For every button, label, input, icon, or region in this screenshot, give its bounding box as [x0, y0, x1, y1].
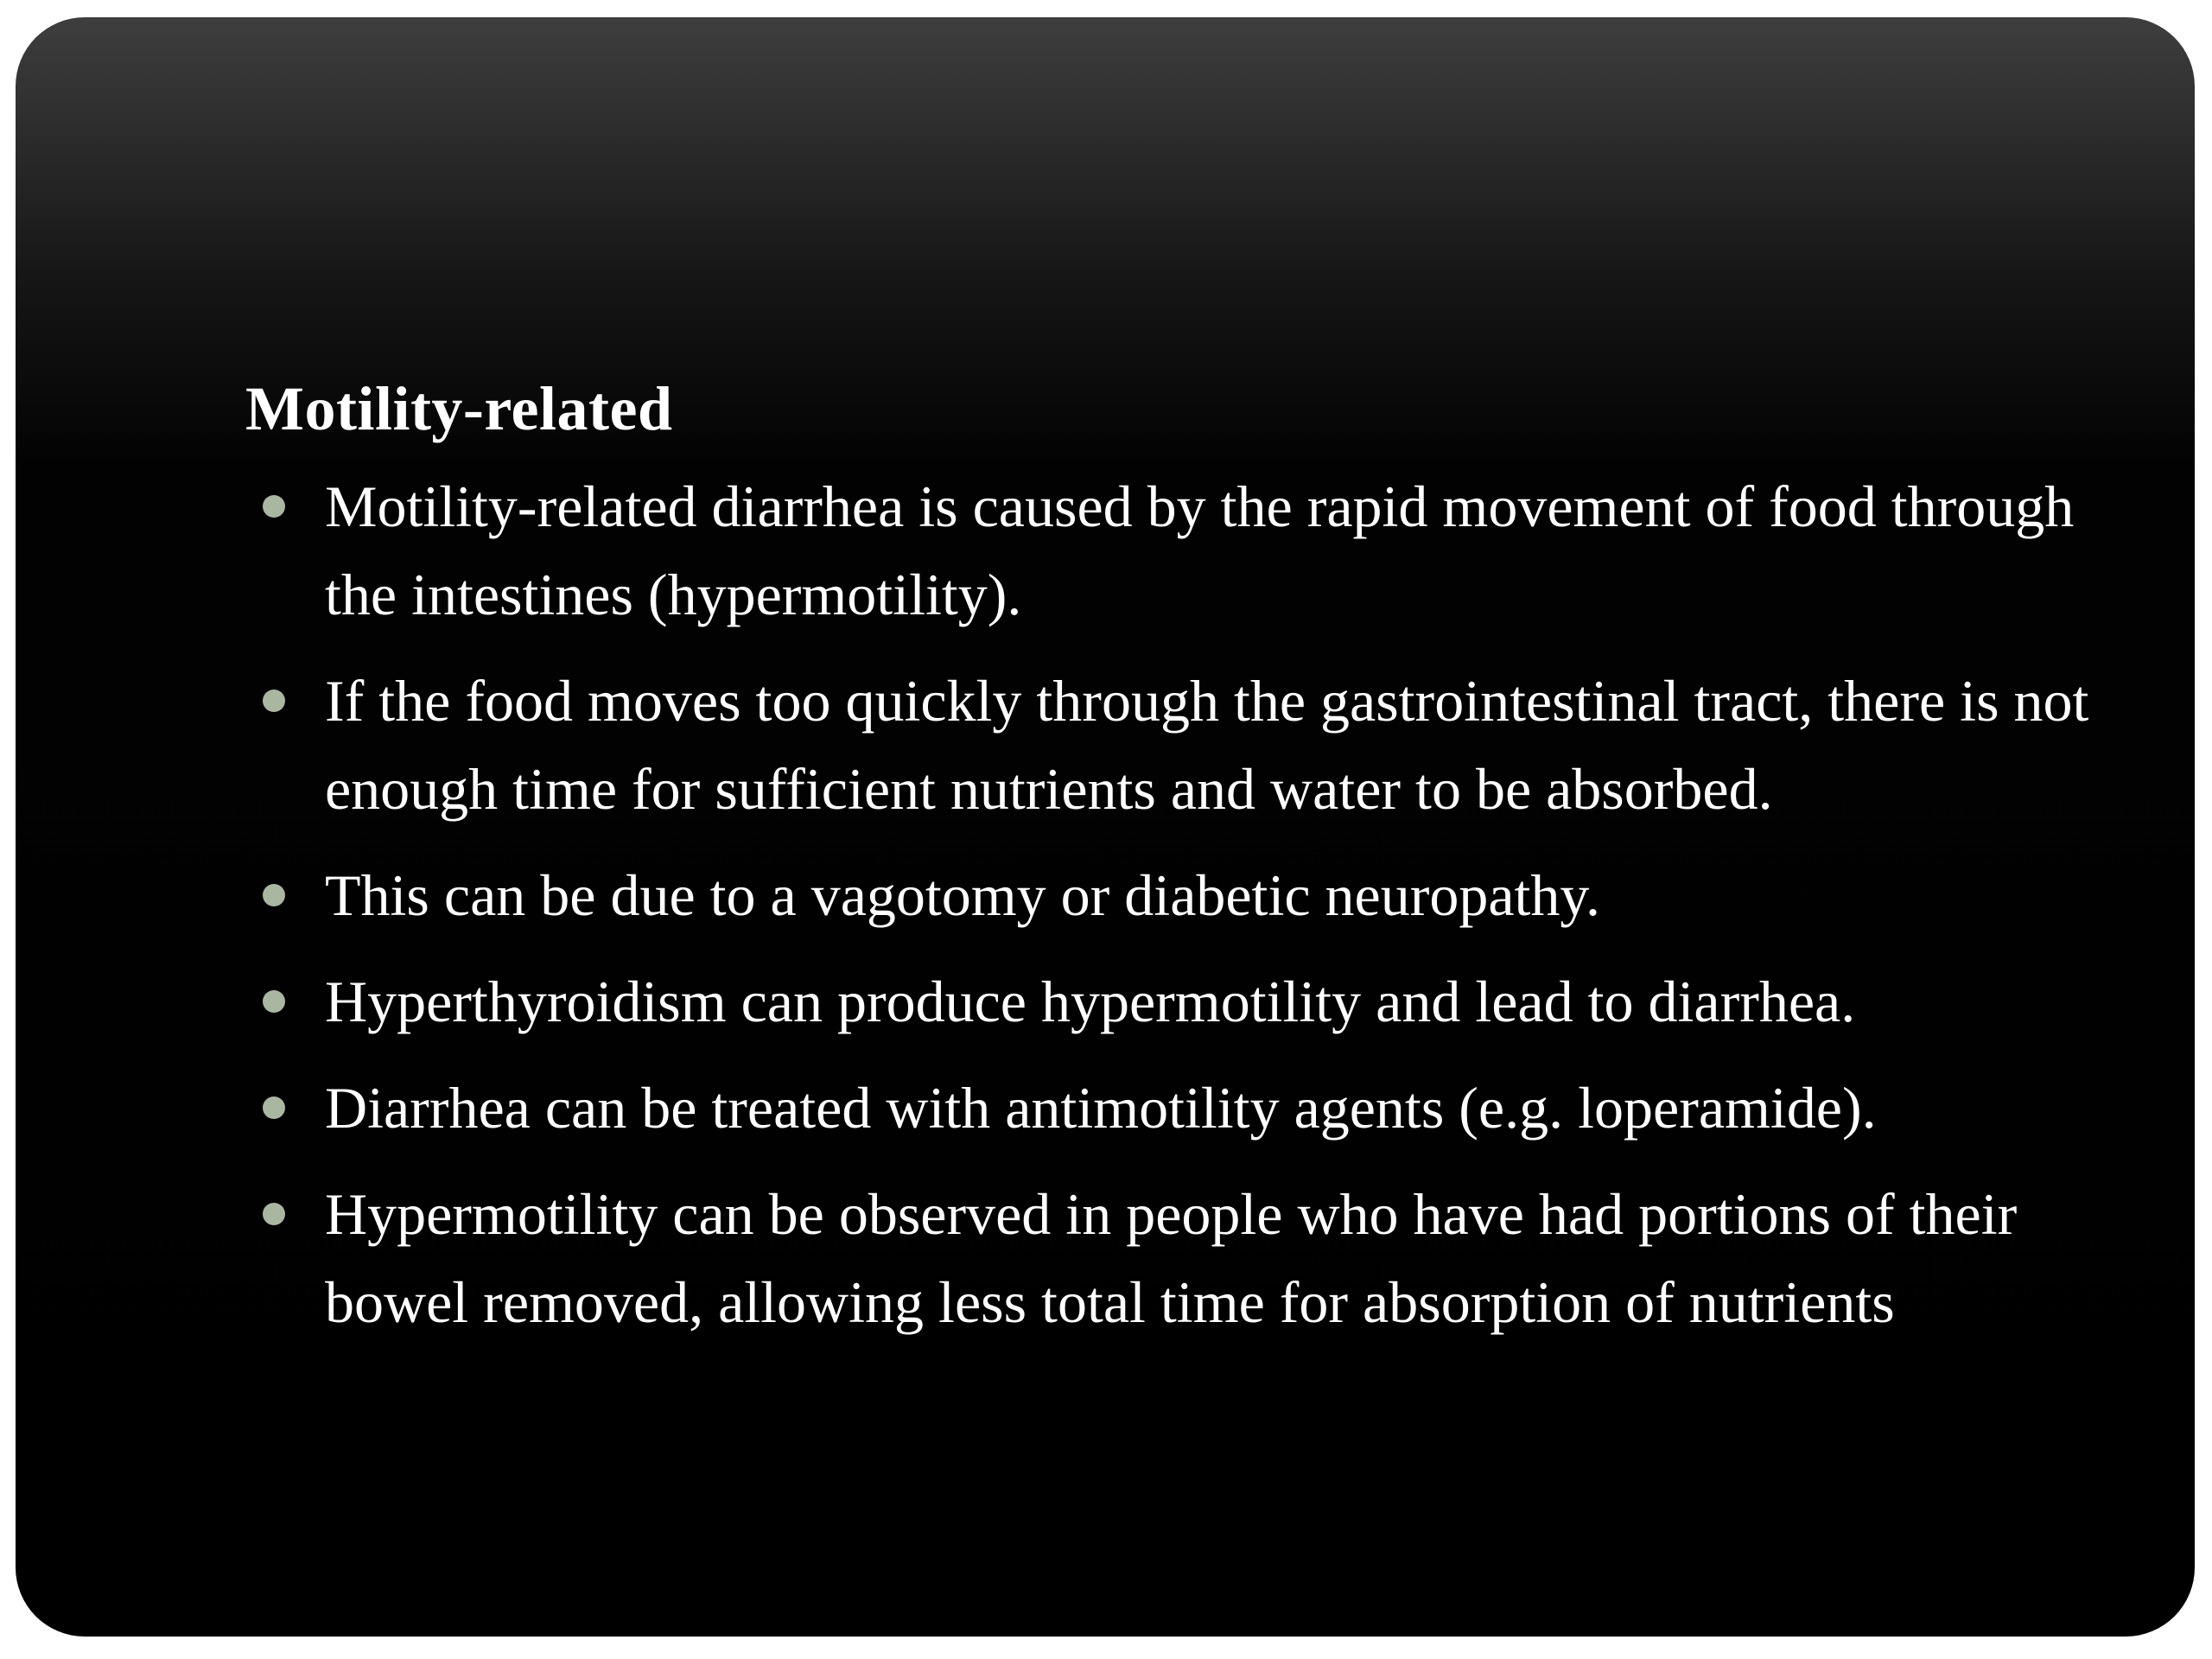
- bullet-text: This can be due to a vagotomy or diabetic neuropathy.: [325, 862, 1601, 928]
- slide: [16, 17, 2195, 1637]
- slide-content: [245, 367, 2103, 1364]
- bullet-dot-icon: [263, 495, 285, 518]
- bullet-text: Hypermotility can be observed in people who have had portions of their bowel removed, allowing less total time for absorption of nutrients: [325, 1181, 2018, 1335]
- bullet-item: [245, 851, 2103, 939]
- bullet-item: [245, 1170, 2103, 1346]
- bullet-item: [245, 462, 2103, 639]
- bullet-dot-icon: [263, 990, 285, 1013]
- bullet-list: [245, 462, 2103, 1346]
- bullet-item: [245, 957, 2103, 1046]
- slide-heading: Motility-related: [245, 374, 673, 443]
- bullet-text: Diarrhea can be treated with antimotility agents (e.g. loperamide).: [325, 1075, 1877, 1141]
- bullet-item: [245, 1064, 2103, 1152]
- bullet-text: If the food moves too quickly through the gastrointestinal tract, there is not enough time for sufficient nutrients and water to be absorbed.: [325, 668, 2089, 822]
- bullet-item: [245, 657, 2103, 833]
- bullet-dot-icon: [263, 690, 285, 712]
- bullet-dot-icon: [263, 1203, 285, 1225]
- bullet-text: Hyperthyroidism can produce hypermotility and lead to diarrhea.: [325, 969, 1856, 1034]
- bullet-dot-icon: [263, 1096, 285, 1119]
- bullet-text: Motility-related diarrhea is caused by the rapid movement of food through the intestines (hypermotility).: [325, 474, 2075, 627]
- bullet-dot-icon: [263, 884, 285, 906]
